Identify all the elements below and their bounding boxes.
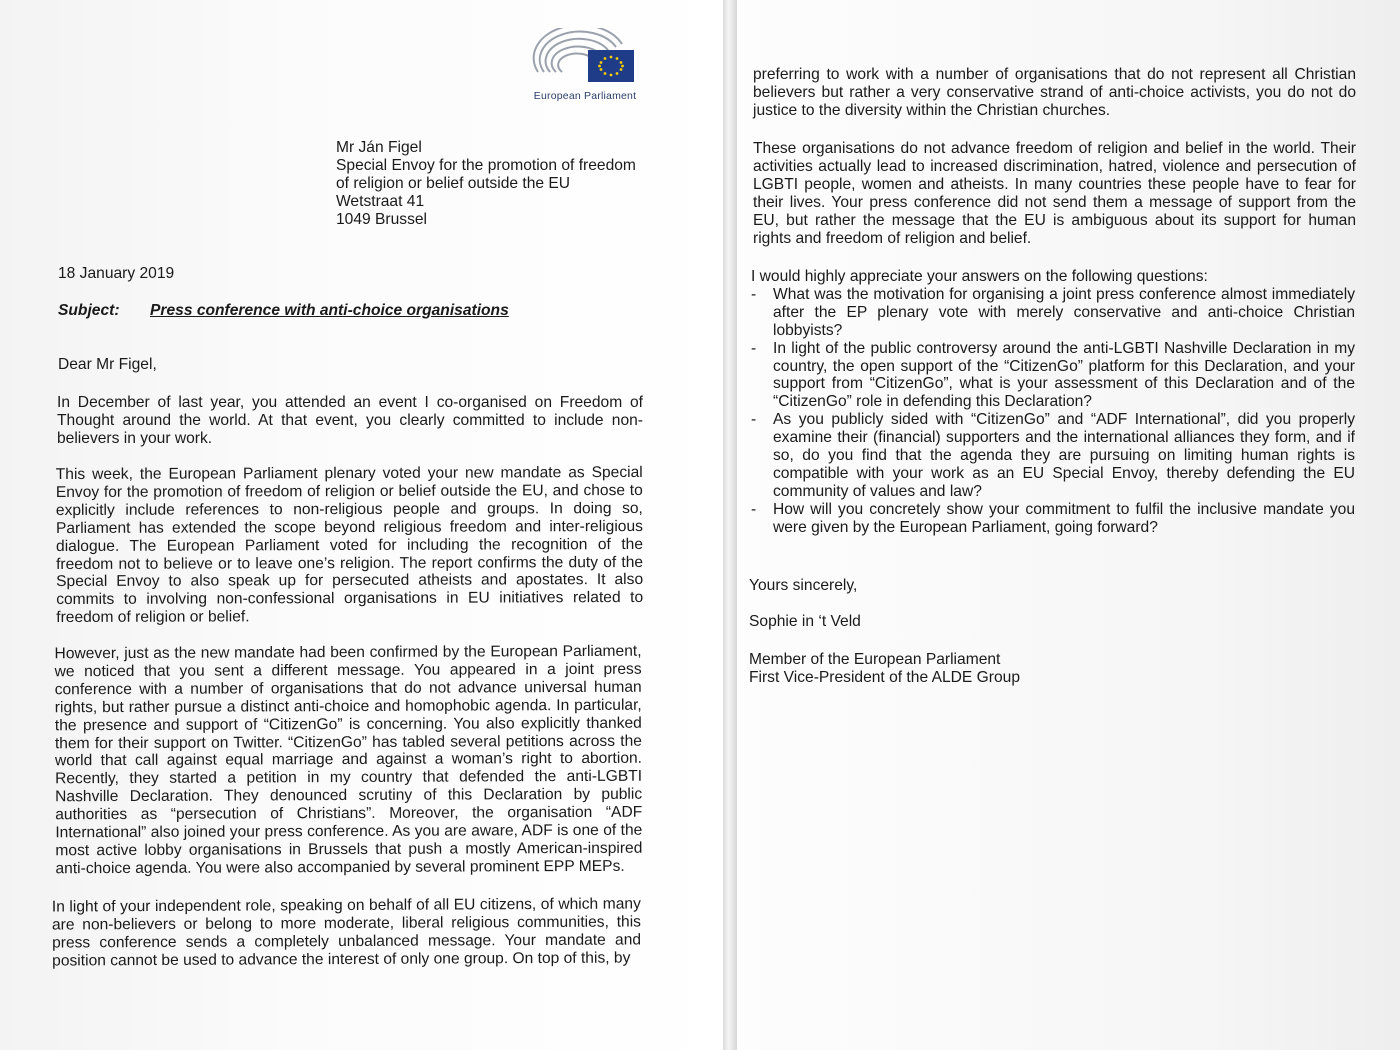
salutation: Dear Mr Figel, [58, 356, 157, 373]
body-paragraph: In light of your independent role, speaking on behalf of all EU citizens, of which many are non-believers or belong to more moderate, liberal religious communities, this press conference sends a completely unbalanced message. Your mandate and position cannot be used to advance the interest of only one group. On top of this, by [51, 895, 642, 970]
body-paragraph: In December of last year, you attended an event I co-organised on Freedom of Thought around the world. At that event, you clearly committed to include non-believers in your work. [57, 394, 643, 447]
signatory-title-1: Member of the European Parliament [749, 651, 1001, 668]
list-dash: - [751, 411, 757, 429]
question-item [751, 286, 1355, 340]
signatory-title-2: First Vice-President of the ALDE Group [749, 668, 1020, 686]
recipient-street: Wetstraat 41 [336, 192, 425, 210]
parliament-hemicycle-icon [532, 28, 638, 90]
recipient-title-line-2: of religion or belief outside the EU [336, 174, 571, 192]
page-gutter [723, 0, 737, 1050]
question-item [751, 411, 1355, 501]
signatory-titles [749, 651, 1020, 687]
closing-phrase: Yours sincerely, [749, 577, 858, 594]
recipient-name: Mr Ján Figel [336, 139, 422, 156]
logo-caption: European Parliament [533, 90, 637, 102]
european-parliament-logo [532, 28, 638, 104]
letter-page-2 [737, 0, 1400, 1050]
subject-line [58, 302, 509, 320]
body-paragraph: However, just as the new mandate had been confirmed by the European Parliament, we noticed that you sent a different message. You appeared in a joint press conference with a number of organisations that do not advance universal human rights, but rather pursue a distinct anti-choice and homophobic agenda. In particular, the presence and support of “CitizenGo” is concerning. You also explicitly thanked them for their support on Twitter. “CitizenGo” has tabled several petitions across the world that call against equal marriage and against a woman’s right to abortion. Recently, they started a petition in my country that defended the anti-LGBTI Nashville Declaration. They denounced scrutiny of this Declaration by public authorities as “persecution of Christians”. Moreover, the organisation “ADF International” also joined your press conference. As you are aware, ADF is one of the most active lobby organisations in Brussels that push a mostly American-inspired anti-choice agenda. You were also accompanied by several prominent EPP MEPs. [54, 642, 643, 878]
recipient-address [336, 139, 676, 229]
letter-date: 18 January 2019 [58, 265, 175, 282]
body-paragraph: This week, the European Parliament plenary voted your new mandate as Special Envoy for the promotion of freedom of religion or belief outside the EU, and chose to explicitly include references to non-religious people and groups. In doing so, Parliament has extended the scope beyond religious freedom and inter-religious dialogue. The European Parliament voted for including the recognition of the freedom not to believe or to leave one’s religion. The report confirms the duty of the Special Envoy to also speak up for persecuted atheists and apostates. It also commits to involving non-confessional organisations in EU initiatives related to freedom of religion or belief. [55, 463, 644, 627]
subject-value: Press conference with anti-choice organisations [150, 302, 509, 319]
list-dash: - [751, 285, 757, 303]
list-dash: - [751, 500, 757, 518]
question-text: How will you concretely show your commitment to fulfil the inclusive mandate you were given by the European Parliament, going forward? [773, 500, 1355, 536]
recipient-title-line-1: Special Envoy for the promotion of freedom [336, 156, 636, 174]
question-text: In light of the public controversy around the anti-LGBTI Nashville Declaration in my country, the open support of the “CitizenGo” platform for this Declaration, and your support from “CitizenGo”, what is your assessment of this Declaration and of the “CitizenGo” role in defending this Declaration? [773, 339, 1355, 411]
subject-label: Subject: [58, 302, 120, 319]
question-item [751, 340, 1355, 412]
question-item [751, 501, 1355, 537]
question-text: As you publicly sided with “CitizenGo” and “ADF International”, did you properly examine their (financial) supporters and the international alliances they form, and if so, do you find that the agenda they are pursuing on limiting human rights is compatible with your work as an EU Special Envoy, thereby defending the EU community of values and law? [773, 411, 1355, 500]
body-paragraph: These organisations do not advance freedom of religion and belief in the world. Their activities actually lead to increased discrimination, hatred, violence and persecution of LGBTI people, women and atheists. In many countries these people have to fear for their lives. Your press conference did not send them a message of support from the EU, but rather the message that the EU is ambiguous about its support for human rights and freedom of religion and belief. [753, 140, 1356, 247]
body-paragraph: preferring to work with a number of organisations that do not represent all Christian believers but rather a very conservative strand of anti-choice activists, you do not do justice to the diversity within the Christian churches. [753, 66, 1356, 119]
recipient-city: 1049 Brussel [336, 210, 428, 228]
signatory-name: Sophie in ‘t Veld [749, 613, 861, 630]
list-dash: - [751, 339, 757, 357]
questions-intro: I would highly appreciate your answers on the following questions: [751, 268, 1208, 285]
question-text: What was the motivation for organising a joint press conference almost immediately after the EP plenary vote with merely conservative and anti-choice Christian lobbyists? [773, 285, 1355, 339]
questions-section [751, 268, 1355, 537]
questions-list [751, 286, 1355, 537]
